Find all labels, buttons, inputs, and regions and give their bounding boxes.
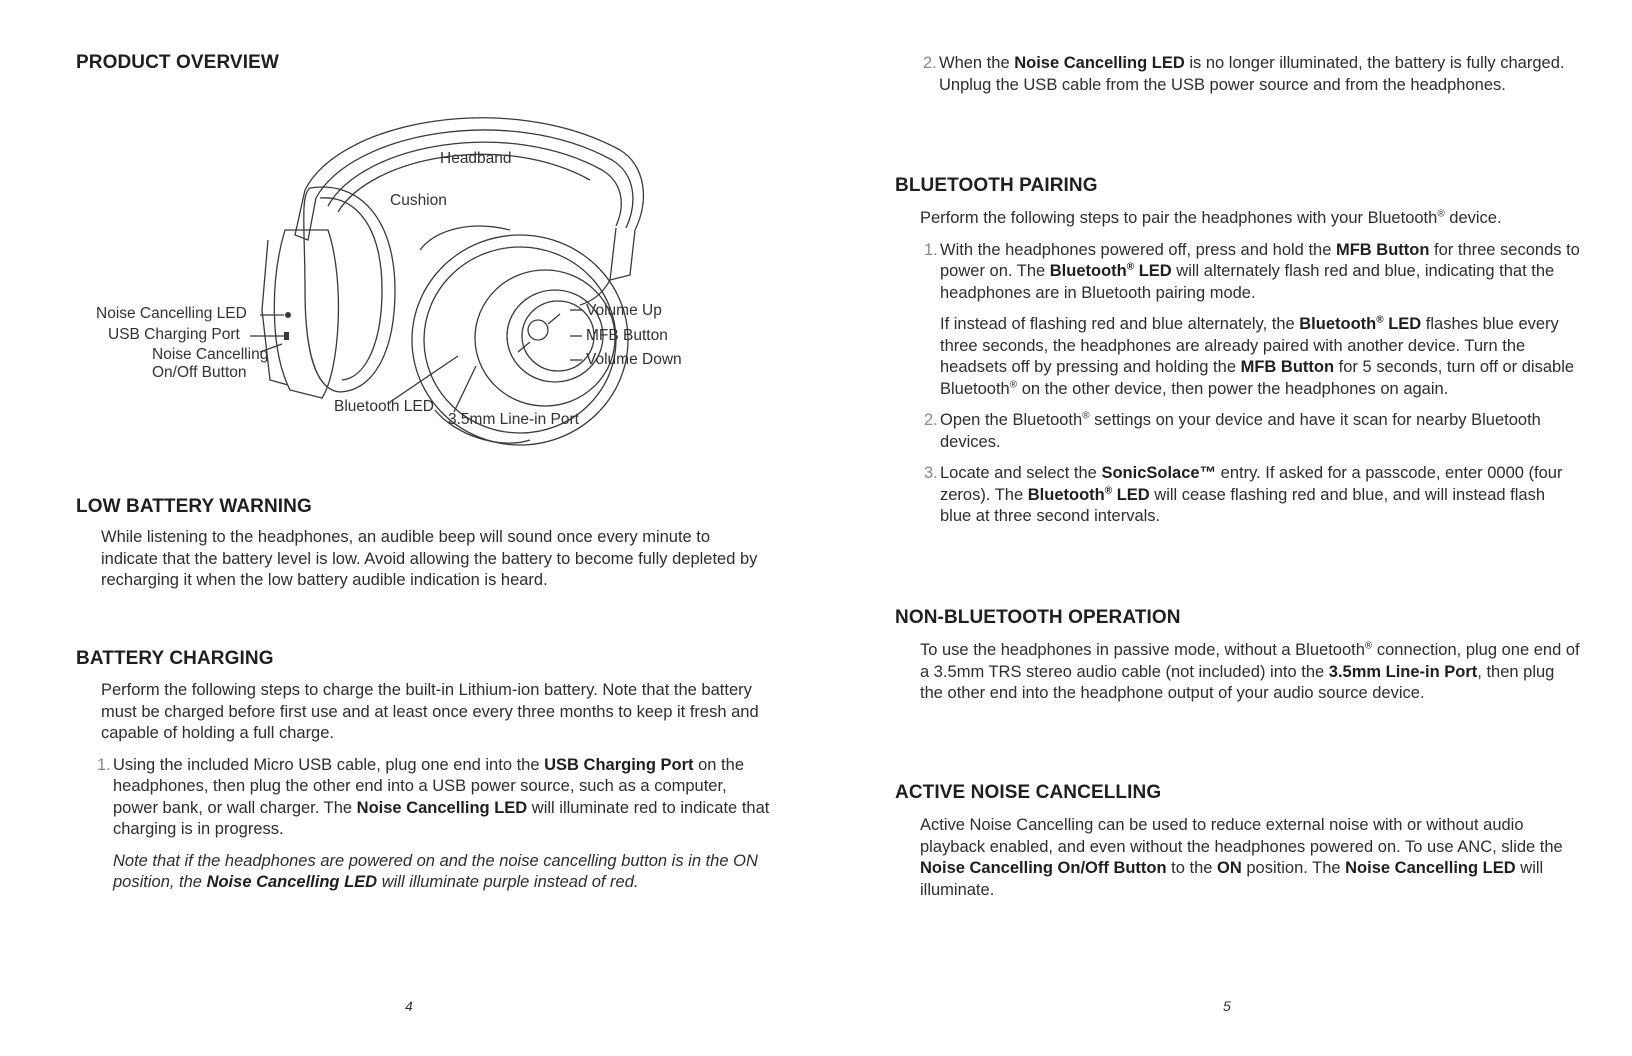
step-text: will cease flashing red and blue, and will instead flash blue at three second intervals. xyxy=(940,485,1546,525)
label-usb-port: USB Charging Port xyxy=(108,326,240,343)
step-text: on the headphones, then plug the other end into a USB power source, such as a computer, power bank, or wall charger. The xyxy=(113,755,744,817)
heading-low-battery: LOW BATTERY WARNING xyxy=(76,496,312,517)
anc-section xyxy=(920,815,1580,911)
pairing-step-2 xyxy=(924,410,1580,453)
bold-bt-led xyxy=(1050,262,1172,280)
heading-product-overview: PRODUCT OVERVIEW xyxy=(76,52,279,73)
label-volume-down: Volume Down xyxy=(586,351,682,368)
label-volume-up: Volume Up xyxy=(586,302,662,319)
bold-sonicsolace: SonicSolace™ xyxy=(1101,464,1217,482)
body-text: will illuminate. xyxy=(920,859,1544,899)
heading-anc: ACTIVE NOISE CANCELLING xyxy=(895,782,1162,803)
registered-mark: ® xyxy=(1364,640,1373,652)
bold-line-in: 3.5mm Line-in Port xyxy=(1328,662,1478,681)
bold-text: Bluetooth xyxy=(1299,315,1377,333)
heading-battery-charging: BATTERY CHARGING xyxy=(76,648,274,669)
bold-text: Bluetooth xyxy=(1027,485,1105,504)
body-text: , then plug the other end into the headphone output of your audio source device. xyxy=(920,662,1555,702)
intro-text: device. xyxy=(1444,209,1502,227)
low-battery-text: While listening to the headphones, an audible beep will sound once every minute to indicate that the battery level is low. Avoid allowing the battery to become fully depleted by recharging it when the low battery audible indication is heard. xyxy=(101,528,758,589)
pairing-step-1-paragraph xyxy=(928,314,1580,400)
step-number: 2. xyxy=(924,411,938,429)
non-bluetooth-section xyxy=(920,640,1580,715)
registered-mark: ® xyxy=(1437,208,1445,220)
step-text: With the headphones powered off, press and hold the xyxy=(940,240,1336,259)
headphones-diagram xyxy=(90,80,730,460)
step-text: Open the Bluetooth xyxy=(940,411,1083,429)
charging-step-2 xyxy=(923,53,1567,96)
note-text: will illuminate purple instead of red. xyxy=(377,873,639,891)
pairing-step-1 xyxy=(924,240,1580,305)
step-text: Using the included Micro USB cable, plug one end into the xyxy=(113,755,545,774)
step-text: If instead of flashing red and blue alternately, the xyxy=(940,315,1300,333)
bold-bt-led xyxy=(1028,486,1150,504)
body-text: connection, plug one end of a 3.5mm TRS stereo audio cable (not included) into the xyxy=(920,641,1580,681)
page-number-left: 4 xyxy=(405,998,413,1014)
label-nc-button-2: On/Off Button xyxy=(152,364,247,381)
bold-nc-button: Noise Cancelling On/Off Button xyxy=(920,859,1167,877)
step-text: for 5 seconds, turn off or disable Bluetooth xyxy=(940,358,1575,398)
registered-mark: ® xyxy=(1009,379,1018,390)
step-text: When the xyxy=(939,54,1015,72)
step-text: on the other device, then power the headphones on again. xyxy=(1017,379,1449,398)
label-bt-led: Bluetooth LED xyxy=(334,398,434,415)
registered-mark: ® xyxy=(1376,314,1384,326)
label-headband: Headband xyxy=(440,150,512,167)
body-text: Active Noise Cancelling can be used to reduce external noise with or without audio playback enabled, and even without the headphones powered on. To use ANC, slide the xyxy=(920,816,1563,856)
step-text: Locate and select the xyxy=(940,464,1102,482)
bold-mfb-button: MFB Button xyxy=(1335,240,1430,259)
bold-text: LED xyxy=(1388,315,1422,333)
charging-note xyxy=(101,851,771,894)
bold-text: LED xyxy=(1116,485,1150,504)
bold-text: LED xyxy=(1138,262,1172,280)
body-text: position. The xyxy=(1241,859,1346,877)
bluetooth-pairing-section xyxy=(920,208,1580,538)
low-battery-section xyxy=(101,527,771,602)
anc-text xyxy=(920,815,1580,901)
step-text: is no longer illuminated, the battery is fully charged. Unplug the USB cable from the USB power source and from the headphones. xyxy=(939,54,1565,94)
non-bluetooth-text xyxy=(920,640,1580,705)
step-text: for three seconds to power on. The xyxy=(940,240,1580,280)
note-text: Note that if the headphones are powered on and the noise cancelling button is in the ON position, the xyxy=(113,851,758,891)
label-line-in: 3.5mm Line-in Port xyxy=(448,411,579,428)
registered-mark: ® xyxy=(1082,410,1090,422)
heading-non-bluetooth: NON-BLUETOOTH OPERATION xyxy=(895,607,1181,628)
step-text: settings on your device and have it scan for nearby Bluetooth devices. xyxy=(940,411,1541,451)
body-text: to the xyxy=(1166,859,1218,877)
battery-charging-section xyxy=(97,680,771,904)
pairing-step-3 xyxy=(924,463,1580,528)
label-nc-button-1: Noise Cancelling xyxy=(152,346,269,363)
step-text: flashes blue every three seconds, the headphones are already paired with another device. Turn the headsets off by pressing and holding the xyxy=(940,315,1559,376)
charging-step-1 xyxy=(97,755,771,841)
heading-bluetooth-pairing: BLUETOOTH PAIRING xyxy=(895,175,1098,196)
page-right xyxy=(816,0,1632,1056)
bold-nc-led: Noise Cancelling LED xyxy=(206,873,378,891)
step-number: 3. xyxy=(924,464,938,482)
bold-mfb-button: MFB Button xyxy=(1240,358,1335,376)
intro-text: Perform the following steps to pair the headphones with your Bluetooth xyxy=(920,209,1438,227)
bold-nc-led: Noise Cancelling LED xyxy=(356,798,528,817)
pairing-intro xyxy=(920,208,1580,230)
charging-continued xyxy=(923,53,1567,106)
charging-intro: Perform the following steps to charge the built-in Lithium-ion battery. Note that the battery must be charged before first use and at least once every three months to keep it fresh and capable of holding a full charge. xyxy=(101,681,759,742)
bold-on: ON xyxy=(1217,859,1242,877)
bold-nc-led: Noise Cancelling LED xyxy=(1345,859,1516,877)
registered-mark: ® xyxy=(1104,485,1113,496)
step-number: 2. xyxy=(923,54,937,72)
label-mfb-button: MFB Button xyxy=(586,327,668,344)
bold-text: Bluetooth xyxy=(1049,262,1127,280)
bold-nc-led: Noise Cancelling LED xyxy=(1014,54,1185,72)
step-text: will illuminate red to indicate that charging is in progress. xyxy=(113,798,770,838)
body-text: To use the headphones in passive mode, without a Bluetooth xyxy=(920,641,1365,659)
label-cushion: Cushion xyxy=(390,192,447,209)
bold-usb-port: USB Charging Port xyxy=(544,755,694,774)
label-nc-led: Noise Cancelling LED xyxy=(96,305,247,322)
step-number: 1. xyxy=(924,240,938,259)
registered-mark: ® xyxy=(1126,261,1135,273)
step-text: will alternately flash red and blue, indicating that the headphones are in Bluetooth pairing mode. xyxy=(940,262,1555,302)
bold-bt-led xyxy=(1299,315,1421,333)
page-number-right: 5 xyxy=(1223,998,1231,1014)
step-number: 1. xyxy=(97,755,111,774)
step-text: entry. If asked for a passcode, enter 0000 (four zeros). The xyxy=(940,464,1563,504)
